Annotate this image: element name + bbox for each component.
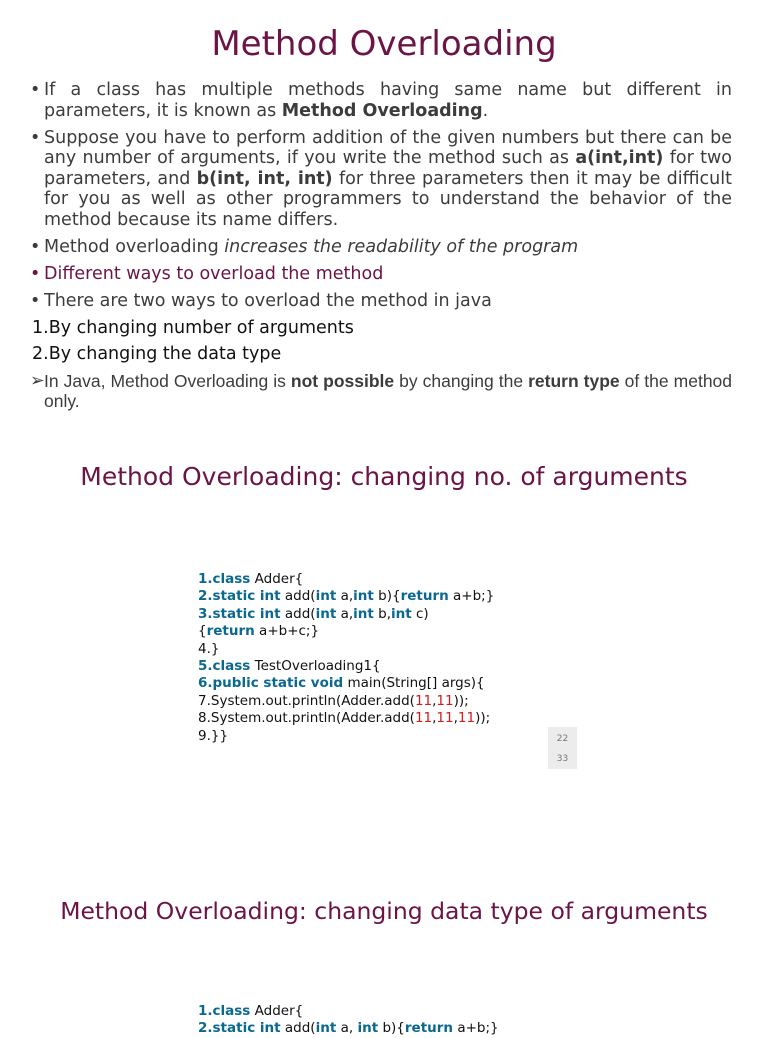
code-text: TestOverloading1{ <box>250 658 381 675</box>
output-line: 33 <box>556 754 569 764</box>
bullet-definition <box>30 80 732 121</box>
note-return-type <box>30 371 732 412</box>
code-keyword: return <box>400 588 449 605</box>
code-text: b, <box>373 605 392 622</box>
code-line <box>198 728 494 745</box>
code-keyword: int <box>315 1020 337 1037</box>
code-line <box>198 571 494 588</box>
code-text: , <box>453 710 458 727</box>
bullet-dot: • <box>30 236 41 257</box>
bullet-text: Suppose you have to perform addition of the given numbers but there can be any number of arguments, if you write the method such as a(int,int) for two parameters, and b(int, int, int) for three parameters then it may be difficult for you as well as other programmers to understand the behavior of the method because its name differs. <box>44 127 732 230</box>
bullet-dot: • <box>30 80 41 100</box>
code-keyword: int <box>391 605 412 622</box>
output-line: 22 <box>556 734 569 744</box>
code-keyword: int <box>357 1020 379 1037</box>
bullet-dot: • <box>30 290 41 311</box>
code-literal: 11 <box>414 710 433 727</box>
code-line <box>198 710 494 727</box>
code-text: 8.System.out.println(Adder.add( <box>198 710 415 727</box>
bullet-two-ways <box>30 291 732 312</box>
code-literal: 11 <box>457 710 476 727</box>
code-keyword: 2.static int <box>198 1020 281 1037</box>
code-text: )); <box>475 710 491 727</box>
code-block-arguments <box>198 571 494 745</box>
bullet-text: If a class has multiple methods having same name but different in parameters, it is known as Method Overloading. <box>44 80 732 121</box>
code-line <box>198 588 494 605</box>
code-literal: 11 <box>414 692 433 709</box>
code-line <box>198 1003 499 1020</box>
code-keyword: 2.static int <box>198 588 281 605</box>
code-keyword: return <box>206 623 255 640</box>
bullet-list <box>30 80 732 412</box>
code-line <box>198 675 494 692</box>
bullet-different-ways <box>30 264 732 285</box>
code-text: a+b+c;} <box>254 623 320 640</box>
code-text: , <box>432 692 437 709</box>
bullet-dot: • <box>30 127 41 148</box>
slide-title-method-overloading: Method Overloading <box>211 24 557 64</box>
code-text: 7.System.out.println(Adder.add( <box>198 692 415 709</box>
code-keyword: int <box>315 588 337 605</box>
code-text: a, <box>336 588 354 605</box>
code-keyword: 6.public static void <box>198 675 344 692</box>
arrow-bullet-icon: ➢ <box>30 370 45 391</box>
code-text: add( <box>280 1020 316 1037</box>
code-text: Adder{ <box>250 571 304 587</box>
code-text: b){ <box>378 1020 405 1037</box>
code-line <box>198 606 494 623</box>
code-literal: 11 <box>436 710 454 727</box>
code-text: , <box>432 710 437 727</box>
bullet-text: There are two ways to overload the method in java <box>44 290 492 311</box>
code-line <box>198 658 494 675</box>
code-text: a+b;} <box>453 1020 499 1037</box>
code-text: Adder{ <box>250 1003 304 1019</box>
code-text: a, <box>336 1020 358 1037</box>
bullet-dot: • <box>30 263 41 284</box>
code-text: b){ <box>373 588 401 605</box>
slide-title-changing-arguments: Method Overloading: changing no. of arguments <box>80 462 688 491</box>
code-line <box>198 641 494 658</box>
code-text: add( <box>280 588 316 605</box>
note-text: In Java, Method Overloading is not possible by changing the return type of the method only. <box>44 370 733 411</box>
bullet-text: Method overloading increases the readability of the program <box>44 236 579 257</box>
code-literal: 11 <box>436 692 454 709</box>
code-keyword: int <box>315 605 337 622</box>
term-method-overloading: Method Overloading <box>281 100 483 121</box>
output-box <box>548 727 577 769</box>
numbered-item-2: 2.By changing the data type <box>32 344 282 364</box>
numbered-item-1: 1.By changing number of arguments <box>32 317 354 338</box>
code-block-data-type <box>198 1003 499 1038</box>
code-text: 9.}} <box>198 727 229 744</box>
code-text: add( <box>280 605 316 622</box>
slide-title-changing-data-type: Method Overloading: changing data type of arguments <box>60 897 708 925</box>
code-keyword: 5.class <box>198 658 251 675</box>
code-text: a, <box>336 605 354 622</box>
code-keyword: int <box>353 588 374 605</box>
code-line <box>198 693 494 710</box>
code-text: main(String[] args){ <box>343 675 485 692</box>
code-keyword: int <box>353 605 374 622</box>
code-text: a+b;} <box>448 588 495 605</box>
code-keyword: 1.class <box>198 1003 251 1019</box>
code-text: 4.} <box>198 640 220 657</box>
code-line <box>198 1020 499 1037</box>
code-text: c) <box>411 605 429 622</box>
bullet-text: Different ways to overload the method <box>44 263 384 284</box>
code-text: )); <box>453 692 469 709</box>
code-line <box>198 623 494 640</box>
bullet-example <box>30 128 732 231</box>
code-keyword: return <box>404 1020 454 1037</box>
bullet-readability <box>30 237 732 258</box>
code-text: { <box>198 623 207 640</box>
code-keyword: 3.static int <box>198 605 281 622</box>
code-keyword: 1.class <box>198 571 251 587</box>
